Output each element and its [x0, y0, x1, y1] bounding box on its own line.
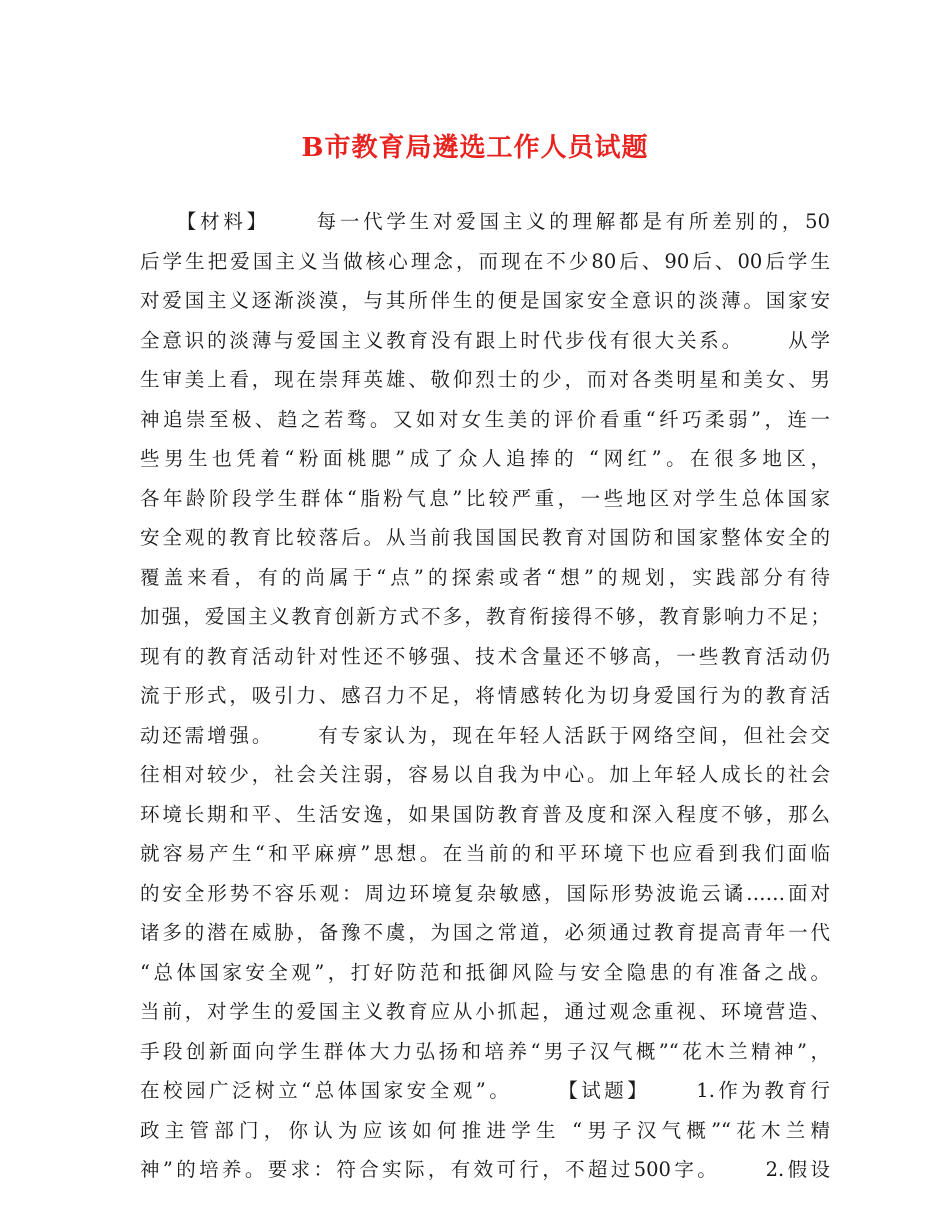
- document-body: [140, 202, 830, 1190]
- body-line: 对爱国主义逐渐淡漠，与其所伴生的便是国家安全意识的淡薄。国家安: [140, 289, 830, 312]
- body-line: 就容易产生“和平麻痹”思想。在当前的和平环境下也应看到我们面临: [140, 842, 830, 865]
- body-line: 手段创新面向学生群体大力弘扬和培养“男子汉气概”“花木兰精神”，: [140, 1039, 830, 1063]
- body-line: 全意识的淡薄与爱国主义教育没有跟上时代步伐有很大关系。 从学: [140, 328, 830, 352]
- body-line: 往相对较少，社会关注弱，容易以自我为中心。加上年轻人成长的社会: [140, 763, 830, 786]
- document-title: B市教育局遴选工作人员试题: [301, 133, 649, 163]
- body-line: 在校园广泛树立“总体国家安全观”。 【试题】 1.作为教育行: [140, 1079, 830, 1102]
- body-line: 神”的培养。要求：符合实际，有效可行，不超过500字。 2.假设: [140, 1158, 830, 1181]
- body-line: 些男生也凭着“粉面桃腮”成了众人追捧的 “网红”。在很多地区，: [140, 447, 830, 470]
- body-line: 动还需增强。 有专家认为，现在年轻人活跃于网络空间，但社会交: [140, 723, 830, 747]
- body-line: 【材料】 每一代学生对爱国主义的理解都是有所差别的，50: [140, 210, 830, 233]
- body-line: 后学生把爱国主义当做核心理念，而现在不少80后、90后、00后学生: [140, 249, 830, 273]
- body-line: 各年龄阶段学生群体“脂粉气息”比较严重，一些地区对学生总体国家: [140, 486, 830, 510]
- body-line: 神追崇至极、趋之若骛。又如对女生美的评价看重“纤巧柔弱”，连一: [140, 407, 830, 431]
- body-line: 安全观的教育比较落后。从当前我国国民教育对国防和国家整体安全的: [140, 526, 830, 549]
- body-line: 加强，爱国主义教育创新方式不多，教育衔接得不够，教育影响力不足；: [140, 605, 830, 628]
- body-line: “总体国家安全观”，打好防范和抵御风险与安全隐患的有准备之战。: [140, 960, 830, 984]
- body-line: 政主管部门，你认为应该如何推进学生 “男子汉气概”“花木兰精: [140, 1118, 830, 1142]
- body-line: 覆盖来看，有的尚属于“点”的探索或者“想”的规划，实践部分有待: [140, 565, 830, 589]
- body-line: 流于形式，吸引力、感召力不足，将情感转化为切身爱国行为的教育活: [140, 684, 830, 707]
- body-line: 诸多的潜在威胁，备豫不虞，为国之常道，必须通过教育提高青年一代: [140, 921, 830, 944]
- body-line: 现有的教育活动针对性还不够强、技术含量还不够高，一些教育活动仍: [140, 644, 830, 668]
- body-line: 的安全形势不容乐观：周边环境复杂敏感，国际形势波诡云谲……面对: [140, 881, 830, 905]
- body-line: 环境长期和平、生活安逸，如果国防教育普及度和深入程度不够，那么: [140, 802, 830, 826]
- body-line: 生审美上看，现在崇拜英雄、敬仰烈士的少，而对各类明星和美女、男: [140, 368, 830, 391]
- body-line: 当前，对学生的爱国主义教育应从小抓起，通过观念重视、环境营造、: [140, 1000, 830, 1023]
